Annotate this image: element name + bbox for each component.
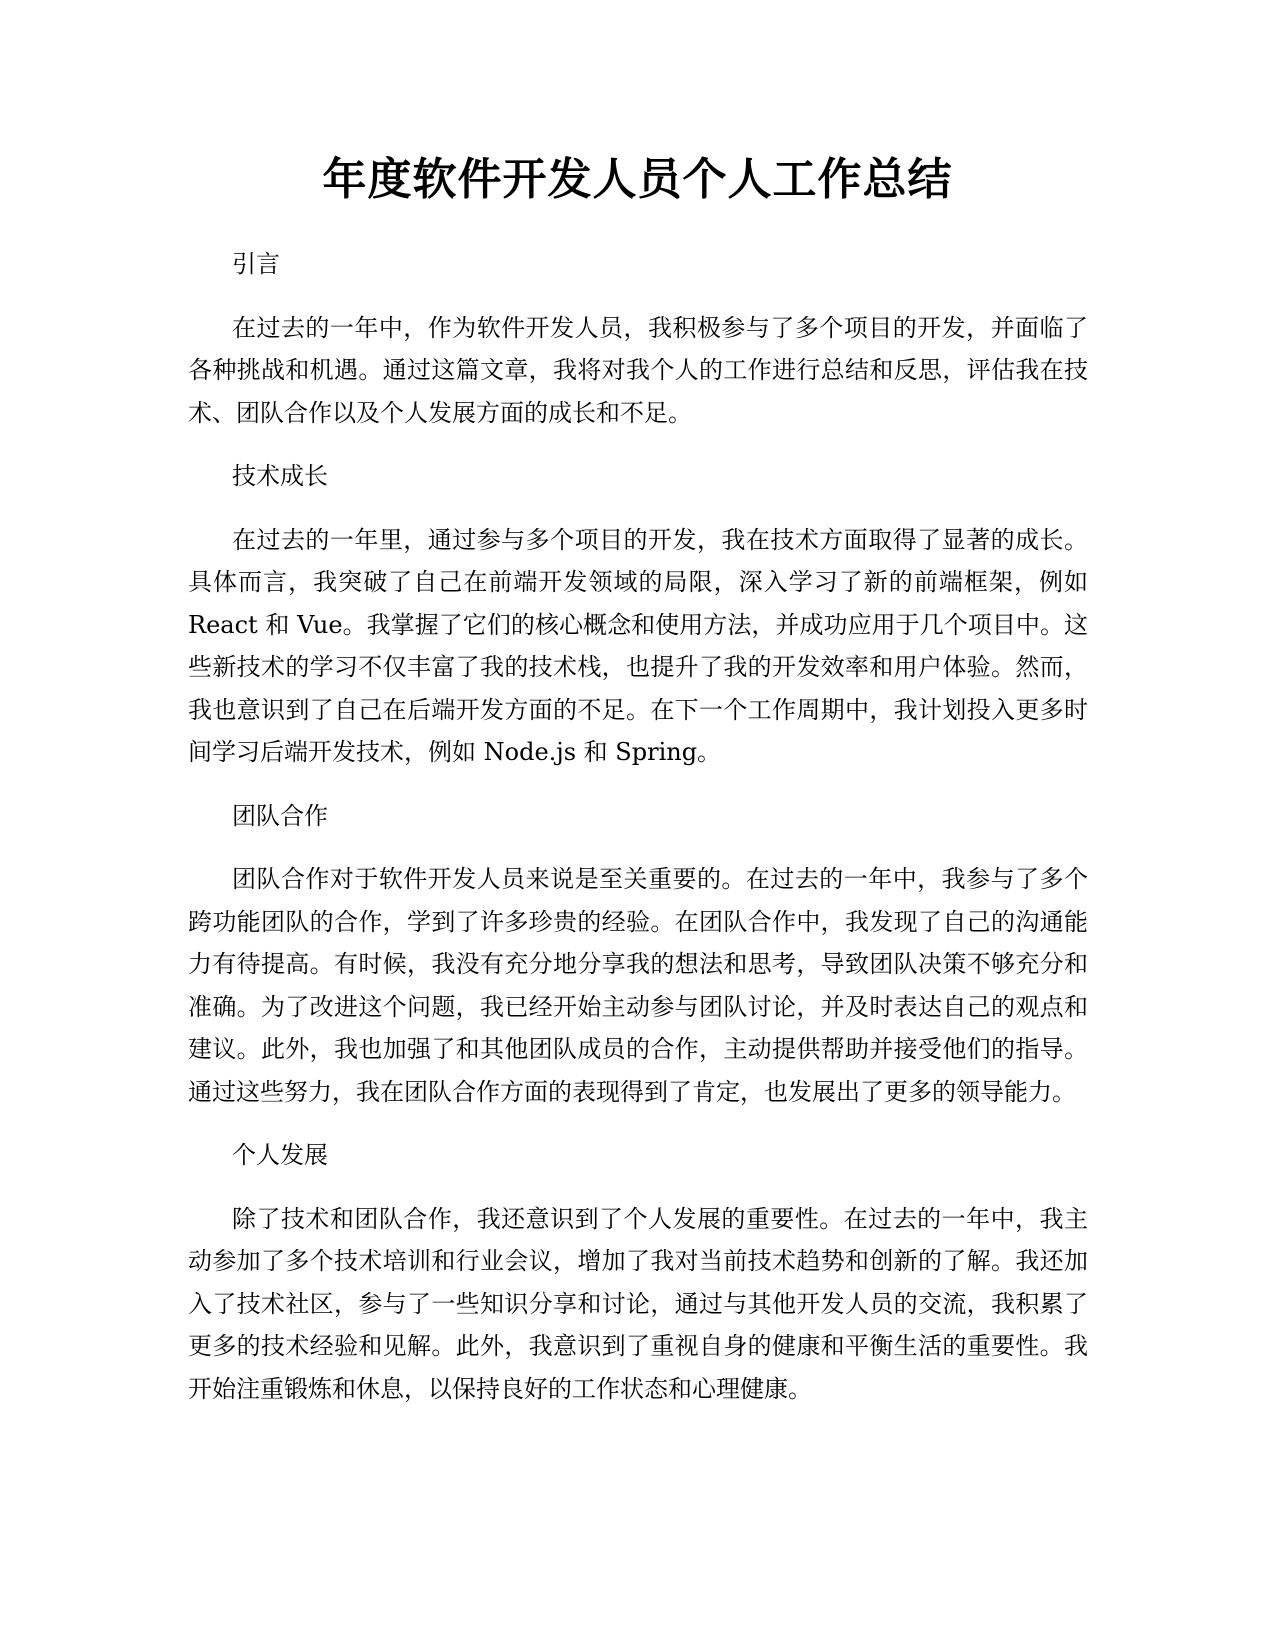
document-title: 年度软件开发人员个人工作总结 [322, 154, 953, 205]
document-body [188, 243, 1088, 1431]
section-technical-growth [188, 455, 1088, 774]
section-paragraph: 团队合作对于软件开发人员来说是至关重要的。在过去的一年中，我参与了多个跨功能团队的合作，学到了许多珍贵的经验。在团队合作中，我发现了自己的沟通能力有待提高。有时候，我没有充分地分享我的想法和思考，导致团队决策不够充分和准确。为了改进这个问题，我已经开始主动参与团队讨论，并及时表达自己的观点和建议。此外，我也加强了和其他团队成员的合作，主动提供帮助并接受他们的指导。通过这些努力，我在团队合作方面的表现得到了肯定，也发展出了更多的领导能力。 [188, 865, 1088, 1106]
section-heading: 个人发展 [232, 1141, 328, 1169]
section-paragraph: 在过去的一年中，作为软件开发人员，我积极参与了多个项目的开发，并面临了各种挑战和机遇。通过这篇文章，我将对我个人的工作进行总结和反思，评估我在技术、团队合作以及个人发展方面的成长和不足。 [188, 313, 1088, 427]
section-personal-development [188, 1134, 1088, 1410]
section-paragraph: 除了技术和团队合作，我还意识到了个人发展的重要性。在过去的一年中，我主动参加了多个技术培训和行业会议，增加了我对当前技术趋势和创新的了解。我还加入了技术社区，参与了一些知识分享和讨论，通过与其他开发人员的交流，我积累了更多的技术经验和见解。此外，我意识到了重视自身的健康和平衡生活的重要性。我开始注重锻炼和休息，以保持良好的工作状态和心理健康。 [188, 1204, 1088, 1403]
section-introduction [188, 243, 1088, 434]
section-heading: 团队合作 [232, 801, 328, 830]
section-heading: 引言 [232, 250, 280, 278]
section-teamwork [188, 795, 1088, 1114]
section-heading: 技术成长 [232, 462, 328, 490]
section-paragraph: 在过去的一年里，通过参与多个项目的开发，我在技术方面取得了显著的成长。具体而言，我突破了自己在前端开发领域的局限，深入学习了新的前端框架，例如 React 和 Vue。我掌握了它们的核心概念和使用方法，并成功应用于几个项目中。这些新技术的学习不仅丰富了我的技术栈，也提升了我的开发效率和用户体验。然而，我也意识到了自己在后端开发方面的不足。在下一个工作周期中，我计划投入更多时间学习后端开发技术，例如 Node.js 和 Spring。 [188, 525, 1088, 766]
